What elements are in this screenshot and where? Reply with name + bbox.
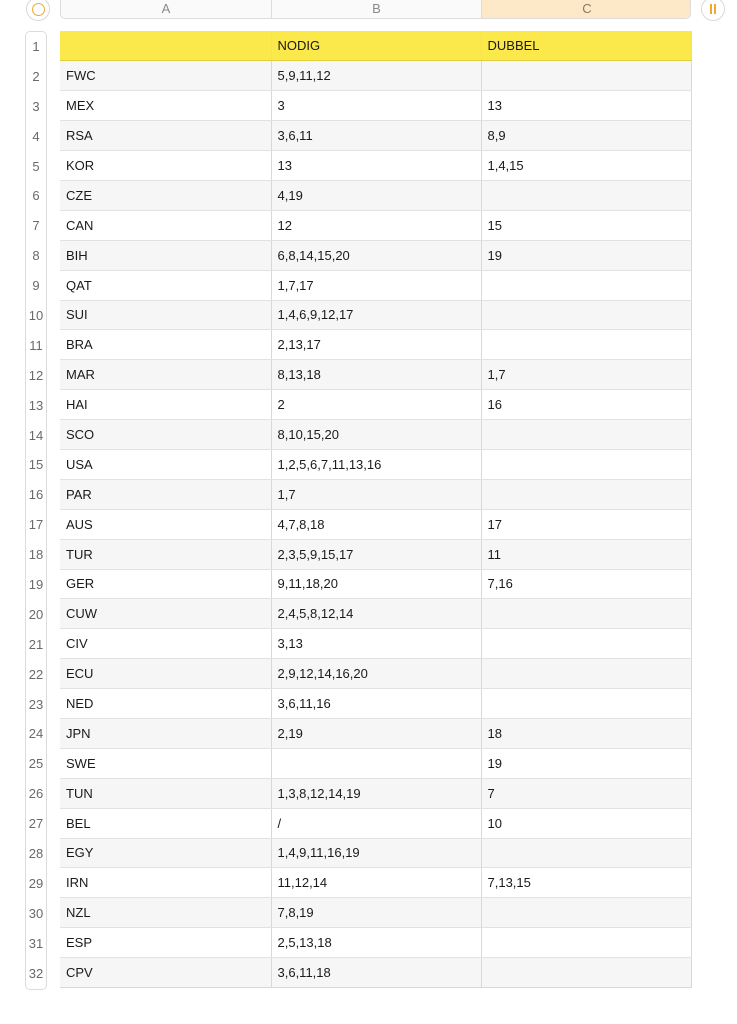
cell-dubbel[interactable]: 13 xyxy=(481,91,691,121)
cell-dubbel[interactable] xyxy=(481,300,691,330)
row-number[interactable]: 6 xyxy=(32,188,40,204)
table-row xyxy=(60,958,691,988)
cell-dubbel[interactable] xyxy=(481,599,691,629)
cell-country[interactable]: FWC xyxy=(60,61,271,91)
row-number[interactable]: 29 xyxy=(28,875,44,891)
row-number[interactable]: 5 xyxy=(32,158,40,174)
cell-dubbel[interactable]: 1,4,15 xyxy=(481,151,691,181)
table-row xyxy=(60,808,691,838)
row-number[interactable]: 17 xyxy=(28,517,44,533)
row-number[interactable]: 23 xyxy=(28,696,44,712)
cell-country[interactable]: JPN xyxy=(60,718,271,748)
cell-nodig[interactable]: 7,8,19 xyxy=(271,898,481,928)
cell-nodig[interactable]: 1,7,17 xyxy=(271,270,481,300)
cell-country[interactable]: CUW xyxy=(60,599,271,629)
row-number-gutter xyxy=(25,31,47,990)
row-number[interactable]: 26 xyxy=(28,786,44,802)
cell-nodig[interactable]: 8,10,15,20 xyxy=(271,420,481,450)
cell-country[interactable]: KOR xyxy=(60,151,271,181)
cell-dubbel[interactable] xyxy=(481,420,691,450)
header-row xyxy=(60,31,691,61)
cell-nodig[interactable]: 3,6,11 xyxy=(271,121,481,151)
table-row xyxy=(60,390,691,420)
cell-dubbel[interactable] xyxy=(481,180,691,210)
row-number[interactable]: 7 xyxy=(32,218,40,234)
cell-country[interactable]: ECU xyxy=(60,659,271,689)
cell-dubbel[interactable] xyxy=(481,330,691,360)
row-number[interactable]: 24 xyxy=(28,726,44,742)
row-number[interactable]: 18 xyxy=(28,547,44,563)
circle-icon xyxy=(32,3,45,16)
table-row xyxy=(60,61,691,91)
row-number[interactable]: 9 xyxy=(32,278,40,294)
cell-country[interactable]: BRA xyxy=(60,330,271,360)
cell-country[interactable]: CPV xyxy=(60,958,271,988)
cell-nodig[interactable]: 3,6,11,16 xyxy=(271,689,481,719)
cell-nodig[interactable]: 6,8,14,15,20 xyxy=(271,240,481,270)
cell-country[interactable]: CZE xyxy=(60,180,271,210)
cell-country[interactable]: AUS xyxy=(60,509,271,539)
cell-nodig[interactable]: 2,5,13,18 xyxy=(271,928,481,958)
table-row xyxy=(60,599,691,629)
cell-country[interactable]: PAR xyxy=(60,479,271,509)
cell-dubbel[interactable] xyxy=(481,270,691,300)
cell-country[interactable]: QAT xyxy=(60,270,271,300)
cell-dubbel[interactable]: 18 xyxy=(481,718,691,748)
cell-country[interactable]: MEX xyxy=(60,91,271,121)
cell-country[interactable]: MAR xyxy=(60,360,271,390)
cell-dubbel[interactable] xyxy=(481,838,691,868)
cell-dubbel[interactable]: 1,7 xyxy=(481,360,691,390)
cell-dubbel[interactable] xyxy=(481,928,691,958)
cell-dubbel[interactable] xyxy=(481,61,691,91)
cell-dubbel[interactable]: 19 xyxy=(481,748,691,778)
table-row xyxy=(60,210,691,240)
table-row xyxy=(60,898,691,928)
table-row xyxy=(60,838,691,868)
table-row xyxy=(60,151,691,181)
cell-nodig[interactable]: 2 xyxy=(271,390,481,420)
cell-dubbel[interactable]: 17 xyxy=(481,509,691,539)
cell-nodig[interactable]: 2,13,17 xyxy=(271,330,481,360)
cell-dubbel[interactable] xyxy=(481,689,691,719)
cell-country[interactable]: TUR xyxy=(60,539,271,569)
cell-nodig[interactable] xyxy=(271,748,481,778)
cell-nodig[interactable]: 4,7,8,18 xyxy=(271,509,481,539)
row-number[interactable]: 12 xyxy=(28,367,44,383)
table-row xyxy=(60,300,691,330)
cell-nodig[interactable]: / xyxy=(271,808,481,838)
table-row xyxy=(60,360,691,390)
cell-country[interactable]: SWE xyxy=(60,748,271,778)
table-row xyxy=(60,629,691,659)
table-row xyxy=(60,868,691,898)
table-row xyxy=(60,270,691,300)
row-number[interactable]: 28 xyxy=(28,846,44,862)
cell-country[interactable]: EGY xyxy=(60,838,271,868)
cell-dubbel[interactable]: 7,16 xyxy=(481,569,691,599)
cell-nodig[interactable]: 11,12,14 xyxy=(271,868,481,898)
row-number[interactable]: 13 xyxy=(28,397,44,413)
cell-nodig[interactable]: 3 xyxy=(271,91,481,121)
cell-nodig[interactable]: 2,4,5,8,12,14 xyxy=(271,599,481,629)
table-row xyxy=(60,718,691,748)
cell-country[interactable]: NZL xyxy=(60,898,271,928)
cell-country[interactable]: CAN xyxy=(60,210,271,240)
table-row xyxy=(60,539,691,569)
row-number[interactable]: 27 xyxy=(28,816,44,832)
cell-nodig[interactable]: 5,9,11,12 xyxy=(271,61,481,91)
row-number[interactable]: 2 xyxy=(32,68,40,84)
table-row xyxy=(60,569,691,599)
cell-dubbel[interactable]: 11 xyxy=(481,539,691,569)
row-number[interactable]: 3 xyxy=(32,98,40,114)
cell-country[interactable]: NED xyxy=(60,689,271,719)
table-row xyxy=(60,420,691,450)
cell-dubbel[interactable]: 16 xyxy=(481,390,691,420)
column-header-c[interactable]: C xyxy=(482,0,691,18)
column-header-b[interactable]: B xyxy=(272,0,482,18)
row-number[interactable]: 14 xyxy=(28,427,44,443)
cell-nodig[interactable]: 13 xyxy=(271,151,481,181)
cell-nodig[interactable]: 9,11,18,20 xyxy=(271,569,481,599)
cell-country[interactable]: BIH xyxy=(60,240,271,270)
cell-dubbel[interactable] xyxy=(481,659,691,689)
cell-country[interactable]: ESP xyxy=(60,928,271,958)
row-number[interactable]: 32 xyxy=(28,965,44,981)
cell-dubbel[interactable] xyxy=(481,898,691,928)
table-row xyxy=(60,689,691,719)
cell-dubbel[interactable]: 7 xyxy=(481,778,691,808)
cell-country[interactable]: CIV xyxy=(60,629,271,659)
freeze-panes-button[interactable] xyxy=(701,0,725,21)
cell-dubbel[interactable]: 19 xyxy=(481,240,691,270)
cell-country[interactable]: SCO xyxy=(60,420,271,450)
column-header-a[interactable]: A xyxy=(61,0,272,18)
table-row xyxy=(60,778,691,808)
table-row xyxy=(60,330,691,360)
table-row xyxy=(60,91,691,121)
row-number[interactable]: 30 xyxy=(28,905,44,921)
cell-country[interactable]: SUI xyxy=(60,300,271,330)
row-number[interactable]: 1 xyxy=(32,39,40,54)
table-row xyxy=(60,180,691,210)
cell-country[interactable]: TUN xyxy=(60,778,271,808)
row-number[interactable]: 21 xyxy=(28,636,44,652)
table-row xyxy=(60,240,691,270)
table-row xyxy=(60,449,691,479)
row-number[interactable]: 31 xyxy=(28,935,44,951)
data-table xyxy=(60,31,692,988)
table-row xyxy=(60,479,691,509)
row-number[interactable]: 11 xyxy=(29,337,43,353)
row-number[interactable]: 16 xyxy=(28,487,44,503)
pause-icon xyxy=(710,4,712,14)
cell-nodig[interactable]: 12 xyxy=(271,210,481,240)
row-number[interactable]: 15 xyxy=(28,457,44,473)
cell-nodig[interactable]: 2,3,5,9,15,17 xyxy=(271,539,481,569)
cell-nodig[interactable]: 8,13,18 xyxy=(271,360,481,390)
cell-country[interactable]: HAI xyxy=(60,390,271,420)
row-number[interactable]: 19 xyxy=(28,577,44,593)
cell-dubbel[interactable]: 10 xyxy=(481,808,691,838)
cell-nodig[interactable]: 2,19 xyxy=(271,718,481,748)
table-row xyxy=(60,121,691,151)
table-row xyxy=(60,928,691,958)
cell-nodig[interactable]: 1,2,5,6,7,11,13,16 xyxy=(271,449,481,479)
cell-country[interactable]: BEL xyxy=(60,808,271,838)
cell-dubbel[interactable] xyxy=(481,449,691,479)
cell-nodig[interactable]: 4,19 xyxy=(271,180,481,210)
row-number[interactable]: 22 xyxy=(28,666,44,682)
cell-dubbel[interactable]: 8,9 xyxy=(481,121,691,151)
row-number[interactable]: 10 xyxy=(28,308,44,324)
row-number[interactable]: 20 xyxy=(28,606,44,622)
cell-dubbel-header[interactable]: DUBBEL xyxy=(481,31,691,61)
cell-nodig[interactable]: 1,3,8,12,14,19 xyxy=(271,778,481,808)
cell-dubbel[interactable]: 7,13,15 xyxy=(481,868,691,898)
cell-nodig[interactable]: 3,13 xyxy=(271,629,481,659)
cell-country[interactable]: RSA xyxy=(60,121,271,151)
cell-nodig-header[interactable]: NODIG xyxy=(271,31,481,61)
row-number[interactable]: 25 xyxy=(28,756,44,772)
table-row xyxy=(60,659,691,689)
select-all-button[interactable] xyxy=(26,0,50,21)
row-number[interactable]: 4 xyxy=(32,128,40,144)
cell-country[interactable]: IRN xyxy=(60,868,271,898)
cell-dubbel[interactable] xyxy=(481,629,691,659)
row-number[interactable]: 8 xyxy=(32,248,40,264)
column-header-bar xyxy=(60,0,691,19)
cell-nodig[interactable]: 1,4,9,11,16,19 xyxy=(271,838,481,868)
table-row xyxy=(60,509,691,539)
cell-dubbel[interactable]: 15 xyxy=(481,210,691,240)
pause-icon xyxy=(714,4,716,14)
cell-nodig[interactable]: 1,7 xyxy=(271,479,481,509)
cell-country[interactable]: USA xyxy=(60,449,271,479)
table-row xyxy=(60,748,691,778)
cell-nodig[interactable]: 3,6,11,18 xyxy=(271,958,481,988)
cell-dubbel[interactable] xyxy=(481,958,691,988)
cell-a1[interactable] xyxy=(60,31,271,61)
cell-nodig[interactable]: 2,9,12,14,16,20 xyxy=(271,659,481,689)
cell-country[interactable]: GER xyxy=(60,569,271,599)
cell-dubbel[interactable] xyxy=(481,479,691,509)
cell-nodig[interactable]: 1,4,6,9,12,17 xyxy=(271,300,481,330)
